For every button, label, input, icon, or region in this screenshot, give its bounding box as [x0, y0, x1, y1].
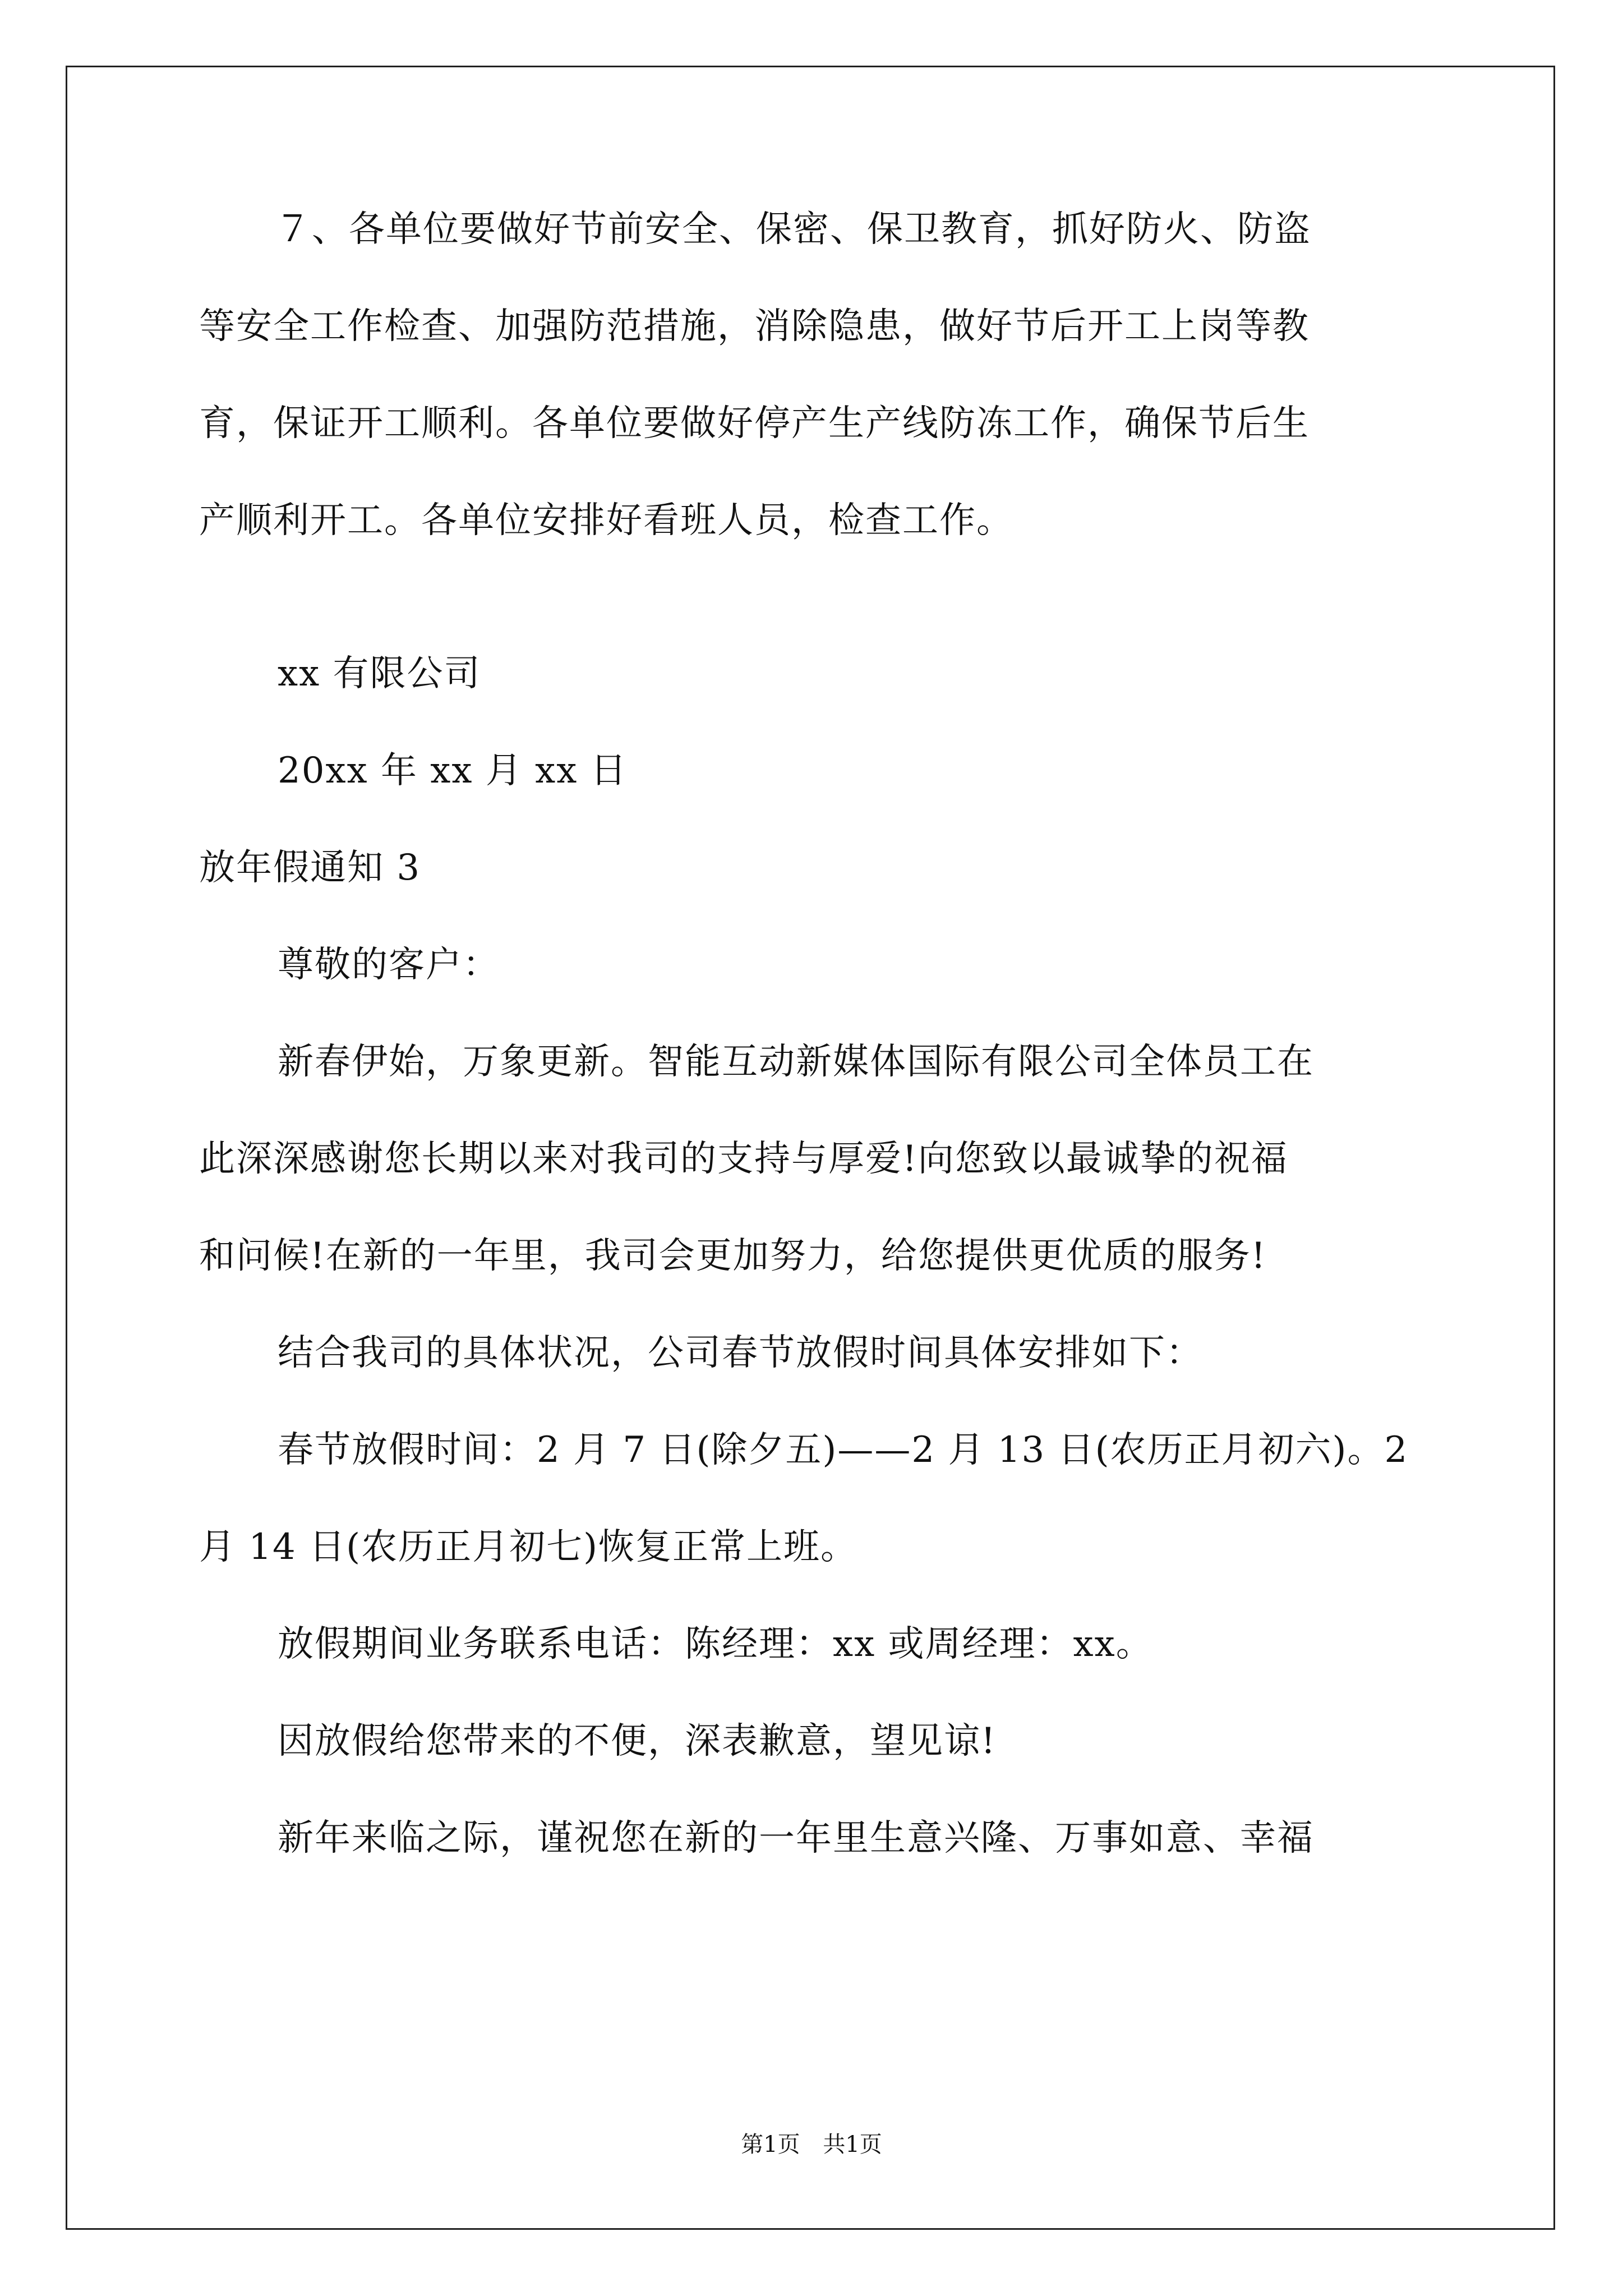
paragraph-line-2: 等安全工作检查、加强防范措施，消除隐患，做好节后开工上岗等教 — [199, 306, 1310, 347]
paragraph-line-1: ７、各单位要做好节前安全、保密、保卫教育，抓好防火、防盗 — [275, 209, 1311, 250]
page-current: 第1页 — [741, 2132, 800, 2157]
paragraph-line-6: 此深深感谢您长期以来对我司的支持与厚爱!向您致以最诚挚的祝福 — [199, 1138, 1288, 1180]
section-heading: 放年假通知 3 — [199, 847, 421, 889]
paragraph-line-10: 月 14 日(农历正月初七)恢复正常上班。 — [199, 1526, 858, 1568]
paragraph-line-13: 新年来临之际，谨祝您在新的一年里生意兴隆、万事如意、幸福 — [278, 1818, 1314, 1859]
company-signature: xx 有限公司 — [278, 653, 481, 694]
page-total: 共1页 — [823, 2132, 882, 2157]
page-footer — [0, 2131, 1623, 2159]
paragraph-line-11: 放假期间业务联系电话：陈经理：xx 或周经理：xx。 — [278, 1623, 1153, 1665]
paragraph-line-9: 春节放假时间：2 月 7 日(除夕五)——2 月 13 日(农历正月初六)。2 — [278, 1429, 1409, 1471]
paragraph-line-3: 育，保证开工顺利。各单位要做好停产生产线防冻工作，确保节后生 — [199, 403, 1310, 444]
salutation: 尊敬的客户： — [278, 944, 500, 986]
paragraph-line-4: 产顺利开工。各单位安排好看班人员，检查工作。 — [199, 500, 1013, 541]
paragraph-line-12: 因放假给您带来的不便，深表歉意，望见谅! — [278, 1720, 997, 1762]
paragraph-line-8: 结合我司的具体状况，公司春节放假时间具体安排如下： — [278, 1332, 1203, 1374]
date-signature: 20xx 年 xx 月 xx 日 — [278, 750, 628, 792]
paragraph-line-5: 新春伊始，万象更新。智能互动新媒体国际有限公司全体员工在 — [278, 1041, 1314, 1083]
paragraph-line-7: 和问候!在新的一年里，我司会更加努力，给您提供更优质的服务! — [199, 1235, 1267, 1277]
